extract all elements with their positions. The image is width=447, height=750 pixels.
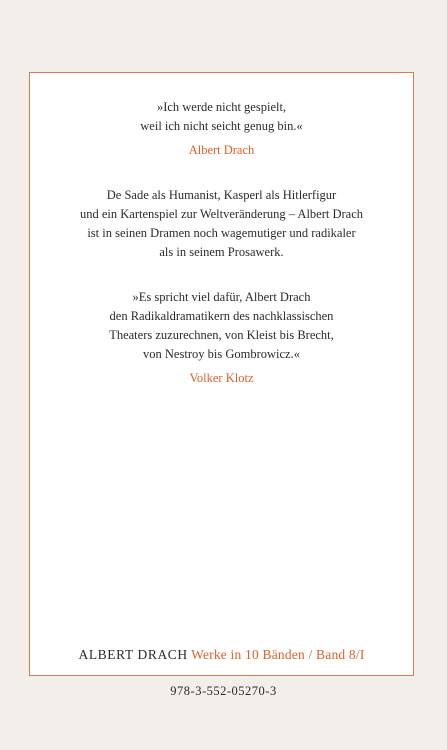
- quote-line: »Ich werde nicht gespielt,: [156, 100, 287, 114]
- quote-author: Volker Klotz: [189, 371, 254, 385]
- cover-text: [30, 98, 413, 414]
- series-title: Werke in 10 Bänden / Band 8/I: [191, 647, 365, 662]
- quote-line: weil ich nicht seicht genug bin.«: [140, 119, 303, 133]
- blurb-line: und ein Kartenspiel zur Weltveränderung – Albert Drach: [79, 207, 364, 221]
- quote-line: den Radikaldramatikern des nachklassischen: [109, 309, 334, 323]
- series-footer: [30, 647, 413, 663]
- isbn: 978-3-552-05270-3: [170, 684, 277, 698]
- quote-line: von Nestroy bis Gombrowicz.«: [143, 347, 300, 361]
- quote-line: Theaters zuzurechnen, von Kleist bis Brecht,: [109, 328, 334, 342]
- blurb-line: De Sade als Humanist, Kasperl als Hitlerfigur: [106, 188, 337, 202]
- quote-drach: [30, 98, 413, 160]
- quote-klotz: [30, 288, 413, 388]
- blurb-line: ist in seinen Dramen noch wagemutiger und radikaler: [87, 226, 356, 240]
- quote-author: Albert Drach: [188, 143, 255, 157]
- blurb: [30, 186, 413, 262]
- author-name: ALBERT DRACH: [78, 647, 188, 662]
- back-cover-panel: [29, 72, 414, 676]
- blurb-line: als in seinem Prosawerk.: [159, 245, 284, 259]
- quote-line: »Es spricht viel dafür, Albert Drach: [132, 290, 311, 304]
